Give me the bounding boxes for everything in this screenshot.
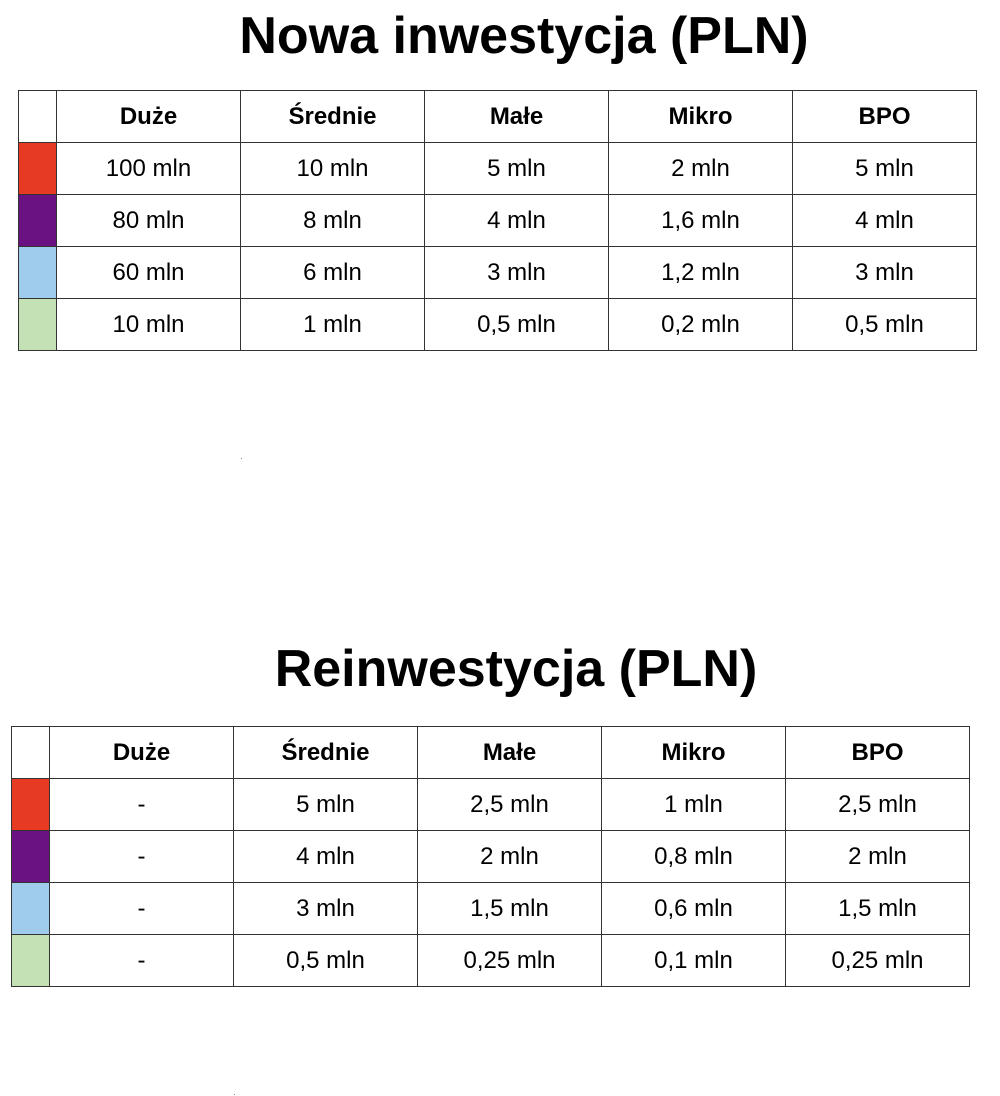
table-cell: 2,5 mln xyxy=(786,779,970,831)
stray-dot xyxy=(241,458,242,459)
table-row xyxy=(19,143,977,195)
column-header: Duże xyxy=(50,727,234,779)
column-header: BPO xyxy=(793,91,977,143)
table-cell: 3 mln xyxy=(793,247,977,299)
section-title-reinvestment: Reinwestycja (PLN) xyxy=(274,640,758,698)
column-header: Małe xyxy=(418,727,602,779)
table-cell: 10 mln xyxy=(241,143,425,195)
reinvestment-table xyxy=(11,726,970,987)
table-cell: 3 mln xyxy=(425,247,609,299)
table-cell: 5 mln xyxy=(234,779,418,831)
new-investment-table xyxy=(18,90,977,351)
table-cell: 8 mln xyxy=(241,195,425,247)
table-cell: 100 mln xyxy=(57,143,241,195)
color-swatch xyxy=(19,143,57,195)
header-swatch-cell xyxy=(19,91,57,143)
table-cell: - xyxy=(50,883,234,935)
table-cell: 1,6 mln xyxy=(609,195,793,247)
table-cell: 80 mln xyxy=(57,195,241,247)
column-header: Mikro xyxy=(609,91,793,143)
color-swatch xyxy=(12,831,50,883)
table-cell: 0,25 mln xyxy=(418,935,602,987)
table-cell: 5 mln xyxy=(793,143,977,195)
color-swatch xyxy=(12,883,50,935)
table-cell: 0,5 mln xyxy=(793,299,977,351)
table-cell: 0,8 mln xyxy=(602,831,786,883)
table-cell: 4 mln xyxy=(793,195,977,247)
table-cell: - xyxy=(50,831,234,883)
table-cell: 1,5 mln xyxy=(418,883,602,935)
table-cell: 1,5 mln xyxy=(786,883,970,935)
stray-dot xyxy=(234,1094,235,1095)
table-cell: 60 mln xyxy=(57,247,241,299)
header-swatch-cell xyxy=(12,727,50,779)
table-cell: 4 mln xyxy=(425,195,609,247)
table-cell: - xyxy=(50,935,234,987)
table-cell: 10 mln xyxy=(57,299,241,351)
table-cell: 0,1 mln xyxy=(602,935,786,987)
column-header: Średnie xyxy=(234,727,418,779)
table-cell: 0,6 mln xyxy=(602,883,786,935)
table-cell: 2 mln xyxy=(418,831,602,883)
table-cell: 1,2 mln xyxy=(609,247,793,299)
color-swatch xyxy=(19,247,57,299)
column-header: Małe xyxy=(425,91,609,143)
column-header: Mikro xyxy=(602,727,786,779)
table-cell: - xyxy=(50,779,234,831)
color-swatch xyxy=(19,195,57,247)
table-cell: 2 mln xyxy=(786,831,970,883)
table-cell: 3 mln xyxy=(234,883,418,935)
table-row xyxy=(19,195,977,247)
table-header-row xyxy=(19,91,977,143)
color-swatch xyxy=(12,779,50,831)
color-swatch xyxy=(12,935,50,987)
table-cell: 2,5 mln xyxy=(418,779,602,831)
table-row xyxy=(12,935,970,987)
table-cell: 5 mln xyxy=(425,143,609,195)
table-row xyxy=(12,831,970,883)
table-cell: 0,5 mln xyxy=(425,299,609,351)
table-cell: 2 mln xyxy=(609,143,793,195)
column-header: BPO xyxy=(786,727,970,779)
color-swatch xyxy=(19,299,57,351)
table-cell: 1 mln xyxy=(241,299,425,351)
column-header: Duże xyxy=(57,91,241,143)
column-header: Średnie xyxy=(241,91,425,143)
table-cell: 1 mln xyxy=(602,779,786,831)
table-row xyxy=(19,299,977,351)
table-row xyxy=(12,883,970,935)
table-cell: 0,25 mln xyxy=(786,935,970,987)
table-cell: 6 mln xyxy=(241,247,425,299)
section-title-new-investment: Nowa inwestycja (PLN) xyxy=(239,7,809,65)
table-row xyxy=(19,247,977,299)
table-cell: 4 mln xyxy=(234,831,418,883)
table-header-row xyxy=(12,727,970,779)
table-cell: 0,2 mln xyxy=(609,299,793,351)
table-row xyxy=(12,779,970,831)
table-cell: 0,5 mln xyxy=(234,935,418,987)
